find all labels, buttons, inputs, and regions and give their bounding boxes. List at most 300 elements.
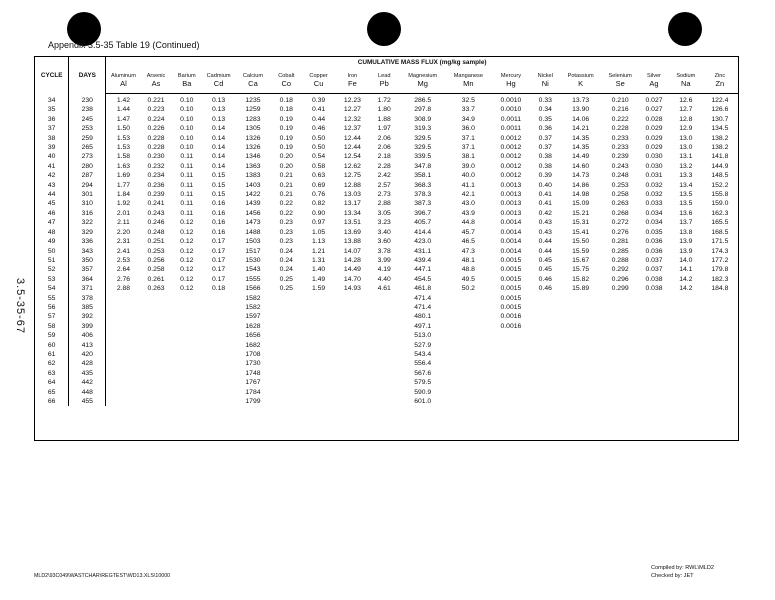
value-cell: 439.4 xyxy=(414,256,432,264)
column-name: Calcium xyxy=(242,73,264,79)
value-cell xyxy=(336,341,370,350)
value-cell: 0.0012 xyxy=(500,172,522,180)
value-cell xyxy=(490,341,531,350)
table-row xyxy=(35,124,738,133)
value-cell: 50.2 xyxy=(461,285,475,293)
value-cell: 0.253 xyxy=(147,247,165,255)
value-cell: 567.6 xyxy=(414,369,432,377)
value-cell: 0.11 xyxy=(180,162,194,170)
value-cell xyxy=(670,397,702,406)
table-row xyxy=(35,171,738,180)
value-cell: 0.13 xyxy=(211,97,226,104)
value-cell: 0.0011 xyxy=(500,115,522,123)
value-cell: 0.14 xyxy=(211,134,226,142)
value-cell: 0.10 xyxy=(180,144,194,152)
value-cell: 39.0 xyxy=(461,162,475,170)
value-cell: 0.45 xyxy=(538,266,552,274)
value-cell xyxy=(141,359,172,368)
value-cell: 159.0 xyxy=(711,200,729,208)
value-cell: 1363 xyxy=(245,162,261,170)
value-cell xyxy=(271,341,302,350)
checked-by: Checked by: JET xyxy=(651,573,694,579)
value-cell xyxy=(531,359,559,368)
days-cell: 329 xyxy=(69,228,106,237)
value-cell: 37.1 xyxy=(461,134,475,142)
value-cell: 14.2 xyxy=(679,285,693,293)
value-cell: 0.0014 xyxy=(500,228,522,236)
value-cell: 13.88 xyxy=(343,238,361,246)
value-cell: 0.63 xyxy=(311,172,326,180)
table-row xyxy=(35,152,738,161)
value-cell: 0.228 xyxy=(611,125,629,133)
value-cell xyxy=(302,341,336,350)
column-symbol: Ag xyxy=(638,79,670,94)
value-cell: 0.20 xyxy=(279,153,293,161)
table-row xyxy=(35,181,738,190)
value-cell: 0.236 xyxy=(147,181,165,189)
value-cell xyxy=(202,322,235,331)
value-cell: 0.029 xyxy=(645,134,663,142)
value-cell xyxy=(702,397,738,406)
value-cell: 43.9 xyxy=(461,209,475,217)
value-cell xyxy=(336,359,370,368)
value-cell xyxy=(141,388,172,397)
value-cell: 0.232 xyxy=(147,162,165,170)
value-cell: 0.44 xyxy=(538,238,552,246)
value-cell xyxy=(531,388,559,397)
value-cell xyxy=(670,322,702,331)
value-cell: 2.41 xyxy=(116,247,131,255)
value-cell: 0.0015 xyxy=(500,294,522,302)
days-cell: 273 xyxy=(69,152,106,161)
value-cell: 177.2 xyxy=(711,256,729,264)
value-cell: 15.82 xyxy=(572,275,590,283)
value-cell: 0.33 xyxy=(538,97,552,104)
table-row xyxy=(35,162,738,171)
value-cell: 1555 xyxy=(245,275,261,283)
value-cell: 12.6 xyxy=(679,97,693,104)
value-cell xyxy=(531,312,559,321)
value-cell xyxy=(670,331,702,340)
value-cell: 1682 xyxy=(245,341,261,349)
value-cell: 152.2 xyxy=(711,181,729,189)
value-cell: 1.42 xyxy=(116,97,131,104)
value-cell: 0.038 xyxy=(645,275,663,283)
value-cell: 497.1 xyxy=(414,322,432,330)
column-name: Aluminum xyxy=(111,73,136,79)
days-cell: 336 xyxy=(69,237,106,246)
value-cell: 12.7 xyxy=(679,106,693,114)
value-cell: 0.17 xyxy=(211,266,226,274)
value-cell xyxy=(271,350,302,359)
value-cell: 0.15 xyxy=(211,181,226,189)
column-name: Zinc xyxy=(714,73,726,79)
value-cell: 0.0015 xyxy=(500,285,522,293)
value-cell: 2.88 xyxy=(116,285,131,293)
table-row xyxy=(35,247,738,256)
value-cell: 13.5 xyxy=(679,191,693,199)
value-cell: 396.7 xyxy=(414,209,432,217)
value-cell: 297.8 xyxy=(414,106,432,114)
value-cell: 2.73 xyxy=(377,191,391,199)
value-cell: 155.8 xyxy=(711,191,729,199)
value-cell: 14.0 xyxy=(679,256,693,264)
value-cell: 0.263 xyxy=(147,285,165,293)
value-cell: 13.3 xyxy=(679,172,693,180)
value-cell xyxy=(670,350,702,359)
value-cell xyxy=(702,341,738,350)
value-cell xyxy=(490,378,531,387)
value-cell xyxy=(171,359,202,368)
value-cell: 0.46 xyxy=(311,125,326,133)
value-cell: 1.92 xyxy=(116,200,131,208)
value-cell xyxy=(531,303,559,312)
value-cell: 0.21 xyxy=(279,191,293,199)
value-cell: 0.12 xyxy=(180,285,194,293)
value-cell: 0.0011 xyxy=(500,125,522,133)
value-cell xyxy=(271,294,302,303)
value-cell xyxy=(559,294,602,303)
value-cell xyxy=(302,359,336,368)
value-cell xyxy=(369,303,399,312)
value-cell: 414.4 xyxy=(414,228,432,236)
value-cell: 0.12 xyxy=(180,238,194,246)
cycle-cell: 60 xyxy=(35,341,69,350)
cycle-cell: 65 xyxy=(35,388,69,397)
days-cell: 343 xyxy=(69,247,106,256)
value-cell xyxy=(106,359,141,368)
value-cell: 2.20 xyxy=(116,228,131,236)
value-cell xyxy=(369,350,399,359)
value-cell: 0.258 xyxy=(611,191,629,199)
value-cell: 12.44 xyxy=(343,134,361,142)
days-cell: 428 xyxy=(69,359,106,368)
value-cell: 0.42 xyxy=(538,209,552,217)
value-cell: 1.53 xyxy=(116,134,131,142)
value-cell: 34.9 xyxy=(461,115,475,123)
value-cell xyxy=(271,303,302,312)
table-row xyxy=(35,94,738,106)
value-cell: 286.5 xyxy=(414,97,432,104)
value-cell: 0.82 xyxy=(311,200,326,208)
value-cell xyxy=(702,312,738,321)
value-cell: 0.18 xyxy=(211,285,226,293)
value-cell: 15.31 xyxy=(572,219,590,227)
value-cell: 1530 xyxy=(245,256,261,264)
value-cell xyxy=(141,331,172,340)
table-row xyxy=(35,341,738,350)
days-cell: 230 xyxy=(69,94,106,106)
value-cell: 556.4 xyxy=(414,360,432,368)
value-cell: 0.39 xyxy=(538,172,552,180)
value-cell: 0.034 xyxy=(645,219,663,227)
value-cell xyxy=(602,369,638,378)
value-cell: 1566 xyxy=(245,285,261,293)
value-cell xyxy=(302,322,336,331)
value-cell: 1517 xyxy=(245,247,261,255)
compilation-info xyxy=(651,564,714,580)
value-cell xyxy=(271,359,302,368)
value-cell xyxy=(171,341,202,350)
value-cell xyxy=(141,350,172,359)
value-cell: 1628 xyxy=(245,322,261,330)
value-cell: 0.10 xyxy=(180,97,194,104)
value-cell: 144.9 xyxy=(711,162,729,170)
value-cell: 14.98 xyxy=(572,191,590,199)
value-cell xyxy=(171,350,202,359)
value-cell: 1.59 xyxy=(311,285,326,293)
value-cell: 122.4 xyxy=(711,97,729,104)
value-cell: 14.06 xyxy=(572,115,590,123)
value-cell: 40.0 xyxy=(461,172,475,180)
value-cell: 14.35 xyxy=(572,144,590,152)
value-cell: 1767 xyxy=(245,379,261,387)
table-row xyxy=(35,322,738,331)
cycle-cell: 39 xyxy=(35,143,69,152)
value-cell: 126.6 xyxy=(711,106,729,114)
days-cell: 350 xyxy=(69,256,106,265)
table-row xyxy=(35,294,738,303)
value-cell xyxy=(531,341,559,350)
value-cell: 15.09 xyxy=(572,200,590,208)
value-cell: 0.14 xyxy=(211,153,226,161)
value-cell: 1.21 xyxy=(311,247,326,255)
value-cell: 0.263 xyxy=(611,200,629,208)
value-cell xyxy=(670,303,702,312)
value-cell: 1326 xyxy=(245,134,261,142)
value-cell xyxy=(602,341,638,350)
value-cell: 0.38 xyxy=(538,153,552,161)
days-cell: 245 xyxy=(69,115,106,124)
value-cell: 168.5 xyxy=(711,228,729,236)
value-cell: 0.43 xyxy=(538,228,552,236)
value-cell xyxy=(369,369,399,378)
value-cell: 3.78 xyxy=(377,247,391,255)
value-cell: 13.8 xyxy=(679,228,693,236)
value-cell: 12.37 xyxy=(343,125,361,133)
value-cell xyxy=(141,378,172,387)
value-cell: 1259 xyxy=(245,106,261,114)
value-cell xyxy=(602,397,638,406)
value-cell: 0.0016 xyxy=(500,322,522,330)
value-cell xyxy=(446,312,490,321)
value-cell: 0.10 xyxy=(180,106,194,114)
value-cell: 0.027 xyxy=(645,97,663,104)
value-cell: 1439 xyxy=(245,200,261,208)
value-cell xyxy=(106,350,141,359)
value-cell: 14.1 xyxy=(679,266,693,274)
value-cell: 46.5 xyxy=(461,238,475,246)
column-symbol: Co xyxy=(271,79,302,94)
value-cell: 0.221 xyxy=(147,97,165,104)
value-cell: 138.2 xyxy=(711,134,729,142)
value-cell: 1.58 xyxy=(116,153,131,161)
days-cell: 310 xyxy=(69,199,106,208)
value-cell: 15.75 xyxy=(572,266,590,274)
value-cell: 329.5 xyxy=(414,144,432,152)
file-path: MLD2\93C049\WASTCHAR\REGTEST\WD13.XLS\10000 xyxy=(34,573,171,579)
value-cell: 13.9 xyxy=(679,247,693,255)
cycle-cell: 55 xyxy=(35,294,69,303)
binder-hole-center xyxy=(367,12,401,46)
value-cell xyxy=(446,322,490,331)
column-name: Lead xyxy=(378,73,391,79)
value-cell xyxy=(336,369,370,378)
value-cell xyxy=(638,350,670,359)
column-symbol: Pb xyxy=(369,79,399,94)
value-cell: 0.030 xyxy=(645,153,663,161)
value-cell xyxy=(446,350,490,359)
column-name: Cadmium xyxy=(206,73,231,79)
value-cell: 1730 xyxy=(245,360,261,368)
value-cell: 387.3 xyxy=(414,200,432,208)
value-cell: 447.1 xyxy=(414,266,432,274)
column-name: Selenium xyxy=(608,73,632,79)
value-cell xyxy=(202,397,235,406)
column-symbol: Ni xyxy=(531,79,559,94)
value-cell xyxy=(106,322,141,331)
value-cell: 130.7 xyxy=(711,115,729,123)
value-cell xyxy=(336,331,370,340)
days-cell: 265 xyxy=(69,143,106,152)
value-cell: 12.75 xyxy=(343,172,361,180)
value-cell xyxy=(369,378,399,387)
value-cell: 0.292 xyxy=(611,266,629,274)
value-cell: 2.57 xyxy=(377,181,391,189)
column-name: Potassium xyxy=(567,73,594,79)
value-cell xyxy=(141,303,172,312)
value-cell: 0.44 xyxy=(538,247,552,255)
value-cell xyxy=(302,350,336,359)
value-cell: 2.11 xyxy=(117,219,130,227)
value-cell: 13.90 xyxy=(572,106,590,114)
value-cell: 1.40 xyxy=(311,266,326,274)
column-name: Arsenic xyxy=(146,73,166,79)
mass-flux-table xyxy=(35,57,738,406)
binder-hole-right xyxy=(668,12,702,46)
value-cell xyxy=(670,294,702,303)
value-cell: 2.31 xyxy=(116,238,131,246)
column-name: Silver xyxy=(647,73,661,79)
table-row xyxy=(35,312,738,321)
value-cell xyxy=(171,369,202,378)
value-cell xyxy=(369,331,399,340)
value-cell: 0.23 xyxy=(279,238,293,246)
value-cell: 1488 xyxy=(245,228,261,236)
value-cell: 1456 xyxy=(245,209,261,217)
value-cell xyxy=(531,322,559,331)
column-symbol: As xyxy=(141,79,172,94)
table-row xyxy=(35,303,738,312)
days-cell: 406 xyxy=(69,331,106,340)
days-cell: 259 xyxy=(69,134,106,143)
value-cell: 0.032 xyxy=(645,181,663,189)
value-cell: 0.17 xyxy=(211,238,226,246)
value-cell: 0.233 xyxy=(611,144,629,152)
table-row xyxy=(35,265,738,274)
value-cell: 12.23 xyxy=(343,97,361,104)
value-cell: 14.2 xyxy=(679,275,693,283)
cycle-cell: 50 xyxy=(35,247,69,256)
value-cell xyxy=(702,303,738,312)
table-row xyxy=(35,350,738,359)
value-cell: 0.36 xyxy=(538,125,552,133)
value-cell: 14.73 xyxy=(572,172,590,180)
days-cell: 455 xyxy=(69,397,106,406)
cycle-cell: 52 xyxy=(35,265,69,274)
value-cell xyxy=(446,388,490,397)
value-cell xyxy=(559,359,602,368)
column-symbol: K xyxy=(559,79,602,94)
value-cell: 0.268 xyxy=(611,209,629,217)
value-cell: 0.90 xyxy=(311,209,326,217)
value-cell: 13.0 xyxy=(679,134,693,142)
column-name: Sodium xyxy=(676,73,696,79)
cycle-cell: 44 xyxy=(35,190,69,199)
table-row xyxy=(35,256,738,265)
value-cell: 579.5 xyxy=(414,379,432,387)
days-cell: 238 xyxy=(69,105,106,114)
value-cell xyxy=(490,369,531,378)
value-cell: 0.13 xyxy=(211,106,226,114)
column-name: Mercury xyxy=(500,73,522,79)
value-cell xyxy=(602,294,638,303)
cycle-cell: 59 xyxy=(35,331,69,340)
value-cell: 1.47 xyxy=(116,115,131,123)
value-cell xyxy=(106,341,141,350)
value-cell xyxy=(302,397,336,406)
value-cell: 0.230 xyxy=(147,153,165,161)
value-cell: 0.223 xyxy=(147,106,165,114)
value-cell: 1383 xyxy=(245,172,261,180)
data-table-frame xyxy=(34,56,739,441)
days-cell: 253 xyxy=(69,124,106,133)
value-cell: 1305 xyxy=(245,125,261,133)
days-cell: 448 xyxy=(69,388,106,397)
value-cell xyxy=(369,397,399,406)
value-cell xyxy=(202,312,235,321)
value-cell: 0.033 xyxy=(645,200,663,208)
value-cell: 0.11 xyxy=(180,209,194,217)
cycle-cell: 61 xyxy=(35,350,69,359)
value-cell xyxy=(336,397,370,406)
cycle-cell: 45 xyxy=(35,199,69,208)
value-cell: 0.24 xyxy=(279,247,293,255)
value-cell xyxy=(559,341,602,350)
value-cell: 454.5 xyxy=(414,275,432,283)
value-cell xyxy=(490,359,531,368)
value-cell: 0.228 xyxy=(147,134,165,142)
value-cell: 4.19 xyxy=(377,266,391,274)
value-cell: 0.14 xyxy=(211,162,226,170)
value-cell: 0.234 xyxy=(147,172,165,180)
value-cell xyxy=(202,294,235,303)
value-cell xyxy=(202,341,235,350)
cycle-cell: 41 xyxy=(35,162,69,171)
value-cell: 0.12 xyxy=(180,266,194,274)
value-cell: 2.18 xyxy=(377,153,391,161)
days-cell: 357 xyxy=(69,265,106,274)
value-cell: 1326 xyxy=(245,144,261,152)
cycle-cell: 54 xyxy=(35,284,69,293)
value-cell: 0.69 xyxy=(311,181,326,189)
value-cell xyxy=(336,322,370,331)
days-cell: 442 xyxy=(69,378,106,387)
value-cell: 0.25 xyxy=(279,285,293,293)
value-cell: 1283 xyxy=(245,115,261,123)
value-cell: 14.86 xyxy=(572,181,590,189)
value-cell: 42.1 xyxy=(461,191,475,199)
